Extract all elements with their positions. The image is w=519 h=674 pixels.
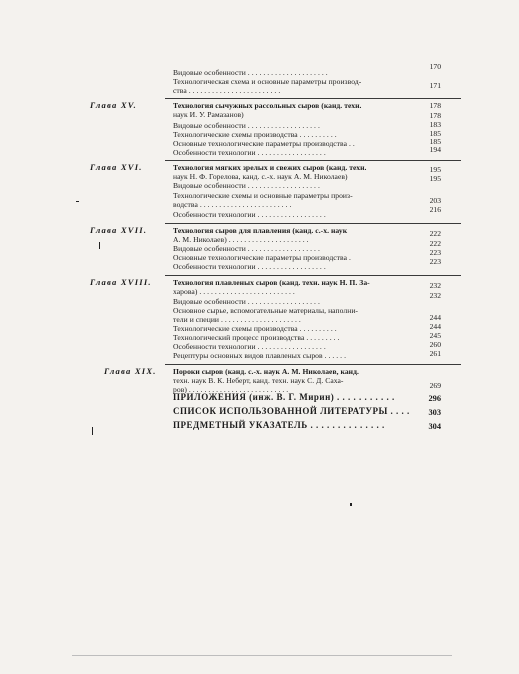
page-number: 304 bbox=[428, 422, 441, 431]
toc-line: ПРИЛОЖЕНИЯ (инж. В. Г. Мирин) . . . . . . . . . . . bbox=[173, 392, 395, 402]
toc-line: техн. наук В. К. Неберт, канд. техн. наук С. Д. Саха- bbox=[173, 376, 344, 385]
toc-line: Видовые особенности . . . . . . . . . . . . . . . . . . . bbox=[173, 297, 320, 306]
page-number: 185 bbox=[429, 137, 441, 146]
page-number: 261 bbox=[429, 349, 441, 358]
page-number: 216 bbox=[429, 205, 441, 214]
page-number: 269 bbox=[429, 381, 441, 390]
toc-line: тели и специи . . . . . . . . . . . . . . . . . . . . . bbox=[173, 315, 301, 324]
toc-line: Основные технологические параметры производства . bbox=[173, 253, 351, 262]
toc-line: наук Н. Ф. Горелова, канд. с.-х. наук А. М. Николаев) bbox=[173, 172, 348, 181]
toc-line: Технология мягких зрелых и свежих сыров (канд. техн. bbox=[173, 163, 367, 172]
section-rule bbox=[165, 98, 461, 99]
toc-line: Технологическая схема и основные параметры производ- bbox=[173, 77, 362, 86]
toc-line: харова) . . . . . . . . . . . . . . . . . . . . . . . . . bbox=[173, 287, 295, 296]
toc-line: ров) . . . . . . . . . . . . . . . . . . . . . . . . . . bbox=[173, 385, 289, 394]
page-number: 194 bbox=[429, 145, 441, 154]
page-number: 244 bbox=[429, 322, 441, 331]
toc-line: Видовые особенности . . . . . . . . . . . . . . . . . . . bbox=[173, 181, 320, 190]
toc-line: ПРЕДМЕТНЫЙ УКАЗАТЕЛЬ . . . . . . . . . . . . . . bbox=[173, 420, 385, 430]
toc-line: Особенности технологии . . . . . . . . . . . . . . . . . . bbox=[173, 210, 326, 219]
toc-line: Основные технологические параметры производства . . bbox=[173, 139, 355, 148]
scan-mark bbox=[92, 427, 93, 435]
toc-line: Технология плавленых сыров (канд. техн. наук Н. П. За- bbox=[173, 278, 370, 287]
toc-line: Особенности технологии . . . . . . . . . . . . . . . . . . bbox=[173, 262, 326, 271]
page-number: 185 bbox=[429, 129, 441, 138]
chapter-label-16: Глава XVI. bbox=[90, 162, 143, 172]
page-number: 296 bbox=[428, 394, 441, 403]
toc-line: Видовые особенности . . . . . . . . . . . . . . . . . . . . . bbox=[173, 68, 328, 77]
toc-line: Видовые особенности . . . . . . . . . . . . . . . . . . . bbox=[173, 121, 320, 130]
scan-mark bbox=[99, 242, 100, 249]
chapter-label-19: Глава XIX. bbox=[104, 366, 157, 376]
chapter-label-18: Глава XVIII. bbox=[90, 277, 152, 287]
scan-mark bbox=[350, 503, 352, 506]
scan-mark bbox=[76, 201, 79, 202]
section-rule bbox=[165, 223, 461, 224]
page-number: 203 bbox=[429, 196, 441, 205]
toc-line: Видовые особенности . . . . . . . . . . . . . . . . . . . bbox=[173, 244, 320, 253]
toc-line: Основное сырье, вспомогательные материалы, наполни- bbox=[173, 306, 359, 315]
page-number: 171 bbox=[429, 81, 441, 90]
section-rule bbox=[165, 160, 461, 161]
chapter-label-15: Глава XV. bbox=[90, 100, 137, 110]
toc-line: водства . . . . . . . . . . . . . . . . . . . . . . . . bbox=[173, 200, 292, 209]
page-number: 232 bbox=[429, 281, 441, 290]
section-rule bbox=[165, 364, 461, 365]
page-number: 183 bbox=[429, 120, 441, 129]
toc-line: Особенности технологии . . . . . . . . . . . . . . . . . . bbox=[173, 148, 326, 157]
page-number: 245 bbox=[429, 331, 441, 340]
toc-line: А. М. Николаев) . . . . . . . . . . . . . . . . . . . . . bbox=[173, 235, 309, 244]
toc-line: наук И. У. Рамазанов) bbox=[173, 110, 244, 119]
toc-line: Технологические схемы производства . . . . . . . . . . bbox=[173, 324, 337, 333]
toc-line: Рецептуры основных видов плавленых сыров . . . . . . bbox=[173, 351, 347, 360]
page-number: 244 bbox=[429, 313, 441, 322]
toc-line: СПИСОК ИСПОЛЬЗОВАННОЙ ЛИТЕРАТУРЫ . . . . bbox=[173, 406, 410, 416]
page-number: 260 bbox=[429, 340, 441, 349]
page-number: 222 bbox=[429, 229, 441, 238]
page-number: 178 bbox=[429, 101, 441, 110]
page-number: 223 bbox=[429, 248, 441, 257]
toc-line: ства . . . . . . . . . . . . . . . . . . . . . . . . bbox=[173, 86, 281, 95]
toc-line: Пороки сыров (канд. с.-х. наук А. М. Николаев, канд. bbox=[173, 367, 359, 376]
toc-line: Технология сычужных рассольных сыров (канд. техн. bbox=[173, 101, 362, 110]
page-number: 195 bbox=[429, 165, 441, 174]
toc-line: Технологические схемы производства . . . . . . . . . . bbox=[173, 130, 337, 139]
toc-line: Технология сыров для плавления (канд. с.-х. наук bbox=[173, 226, 348, 235]
chapter-label-17: Глава XVII. bbox=[90, 225, 148, 235]
page-number: 223 bbox=[429, 257, 441, 266]
page-number: 195 bbox=[429, 174, 441, 183]
toc-line: Технологические схемы и основные параметры произ- bbox=[173, 191, 353, 200]
toc-line: Особенности технологии . . . . . . . . . . . . . . . . . . bbox=[173, 342, 326, 351]
bottom-edge-line bbox=[72, 655, 452, 656]
page-number: 178 bbox=[429, 111, 441, 120]
page-number: 232 bbox=[429, 291, 441, 300]
toc-line: Технологический процесс производства . . . . . . . . . bbox=[173, 333, 340, 342]
section-rule bbox=[165, 275, 461, 276]
page-number: 170 bbox=[429, 62, 441, 71]
page-number: 303 bbox=[428, 408, 441, 417]
page-number: 222 bbox=[429, 239, 441, 248]
